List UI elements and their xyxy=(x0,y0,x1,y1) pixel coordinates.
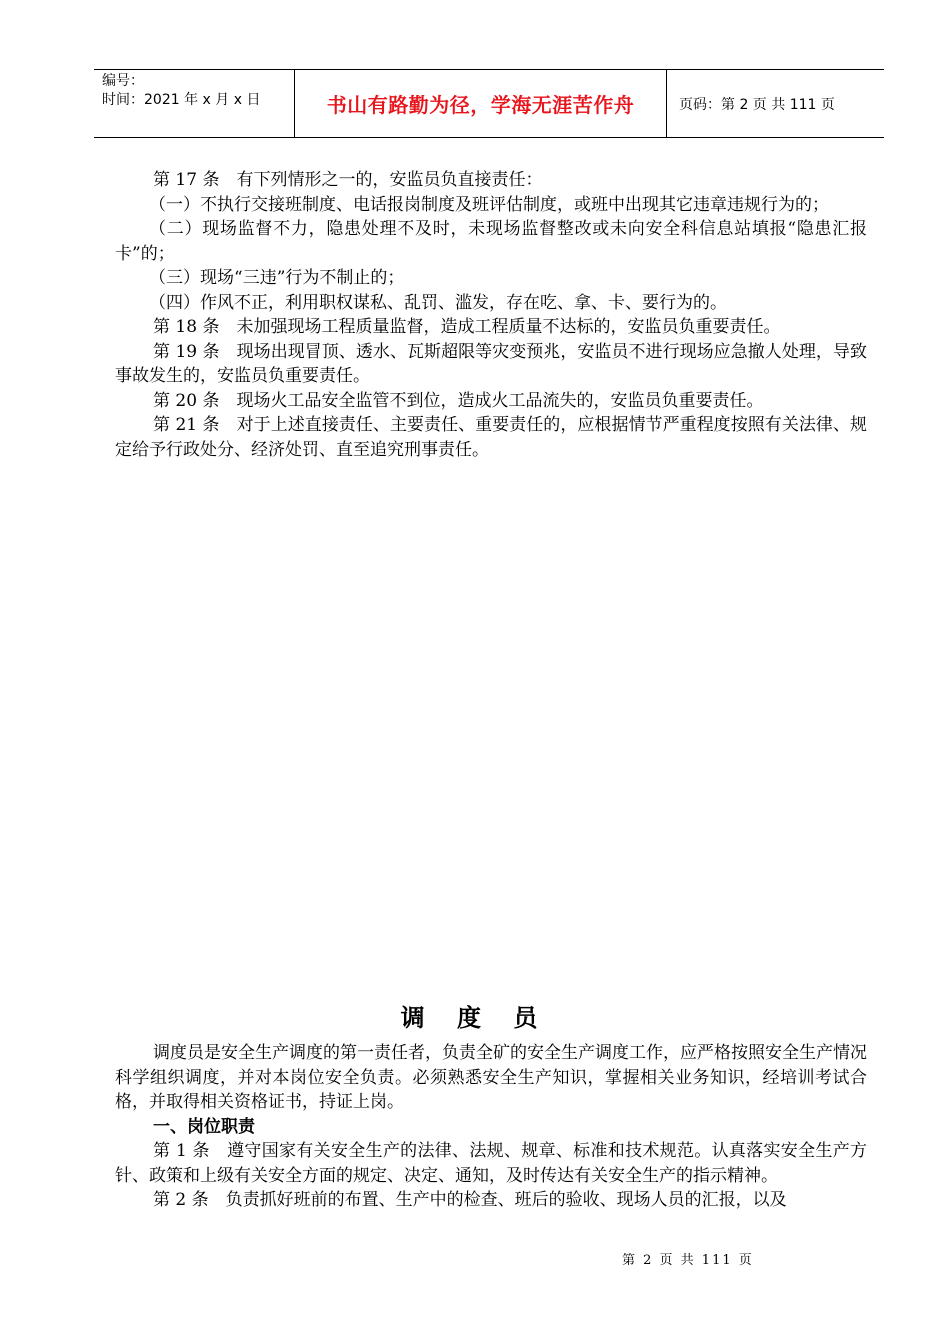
clause-1: （一）不执行交接班制度、电话报岗制度及班评估制度，或班中出现其它违章违规行为的； xyxy=(149,194,829,215)
article-20: 第 20 条 现场火工品安全监管不到位，造成火工品流失的，安监员负重要责任。 xyxy=(153,390,764,411)
clause-2: （二）现场监督不力，隐患处理不及时，未现场监督整改或未向安全科信息站填报“隐患汇报卡”的； xyxy=(115,219,867,264)
article-21: 第 21 条 对于上述直接责任、主要责任、重要责任的，应根据情节严重程度按照有关法律、规定给予行政处分、经济处罚、直至追究刑事责任。 xyxy=(115,415,867,460)
document-number-label: 编号： xyxy=(102,73,144,89)
dispatcher-intro: 调度员是安全生产调度的第一责任者，负责全矿的安全生产调度工作，应严格按照安全生产情况科学组织调度，并对本岗位安全负责。必须熟悉安全生产知识，掌握相关业务知识，经培训考试合格，并取得相关资格证书，持证上岗。 xyxy=(115,1043,867,1112)
article-19: 第 19 条 现场出现冒顶、透水、瓦斯超限等灾变预兆，安监员不进行现场应急撤人处理，导致事故发生的，安监员负重要责任。 xyxy=(115,341,867,386)
page-footer: 第 2 页 共 111 页 xyxy=(622,1253,754,1268)
clause-3: （三）现场“三违”行为不制止的； xyxy=(149,268,405,288)
duties-heading: 一、岗位职责 xyxy=(153,1116,255,1137)
section-title: 调 度 员 xyxy=(400,1004,550,1032)
header-page-number: 页码：第 2 页 共 111 页 xyxy=(679,96,835,113)
dispatcher-section xyxy=(115,1041,867,1213)
header-motto: 书山有路勤为径，学海无涯苦作舟 xyxy=(295,70,667,137)
page-header xyxy=(94,69,884,138)
clause-4: （四）作风不正，利用职权谋私、乱罚、滥发，存在吃、拿、卡、要行为的。 xyxy=(149,292,727,313)
article-17: 第 17 条 有下列情形之一的，安监员负直接责任： xyxy=(153,170,543,190)
liability-clauses xyxy=(115,168,867,462)
dispatcher-article-2: 第 2 条 负责抓好班前的布置、生产中的检查、班后的验收、现场人员的汇报，以及 xyxy=(153,1190,787,1210)
document-date: 时间：2021 年 x 月 x 日 xyxy=(102,92,261,108)
dispatcher-article-1: 第 1 条 遵守国家有关安全生产的法律、法规、规章、标准和技术规范。认真落实安全生产方针、政策和上级有关安全方面的规定、决定、通知，及时传达有关安全生产的指示精神。 xyxy=(115,1141,867,1186)
article-18: 第 18 条 未加强现场工程质量监督，造成工程质量不达标的，安监员负重要责任。 xyxy=(153,317,781,337)
header-meta xyxy=(94,70,295,137)
